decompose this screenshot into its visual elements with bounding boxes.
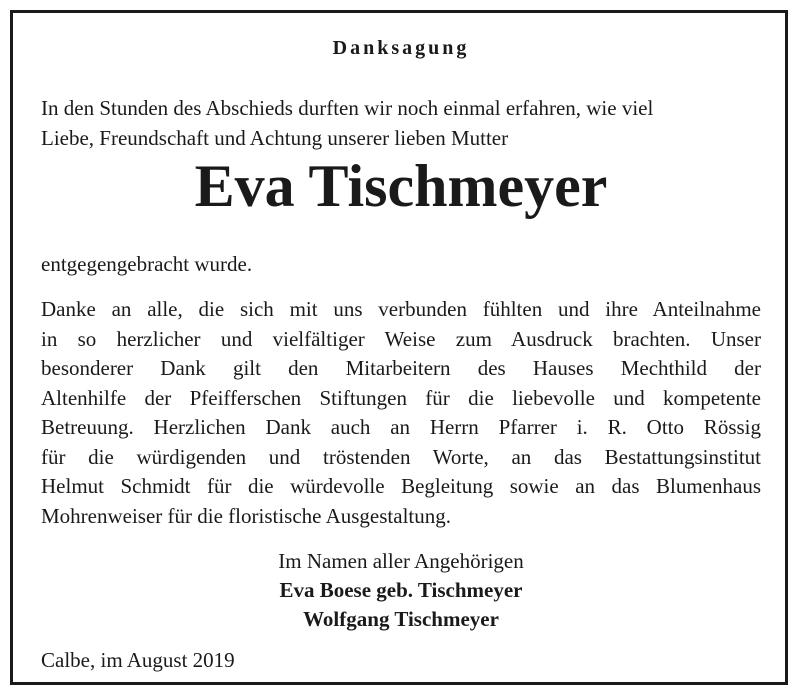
body-line: in so herzlicher und vielfältiger Weise zum Ausdruck brachten. Unser: [41, 326, 761, 351]
notice-frame: [10, 10, 788, 685]
body-line: Mohrenweiser für die floristische Ausgestaltung.: [41, 503, 451, 528]
intro-line: Liebe, Freundschaft und Achtung unserer lieben Mutter: [41, 126, 509, 150]
body-line: Altenhilfe der Pfeifferschen Stiftungen für die liebevolle und kompetente: [41, 385, 761, 410]
signer-name: Eva Boese geb. Tischmeyer: [279, 578, 523, 602]
signature-block: [41, 547, 761, 634]
after-name-text: entgegengebracht wurde.: [41, 252, 253, 276]
body-line: besonderer Dank gilt den Mitarbeitern des Hauses Mechthild der: [41, 356, 761, 380]
body-line: Danke an alle, die sich mit uns verbunden fühlten und ihre Anteilnahme: [41, 297, 761, 321]
thanks-paragraph: [41, 295, 761, 531]
signer-name: Wolfgang Tischmeyer: [303, 607, 499, 631]
intro-paragraph: [41, 93, 761, 153]
body-line: Betreuung. Herzlichen Dank auch an Herrn Pfarrer i. R. Otto Rössig: [41, 415, 761, 439]
notice-content: [41, 13, 761, 682]
place-date: Calbe, im August 2019: [41, 648, 235, 672]
body-line: Helmut Schmidt für die würdevolle Begleitung sowie an das Blumenhaus: [41, 474, 761, 498]
on-behalf-text: Im Namen aller Angehörigen: [278, 549, 524, 573]
deceased-name: Eva Tischmeyer: [194, 153, 608, 219]
intro-line: In den Stunden des Abschieds durften wir noch einmal erfahren, wie viel: [41, 96, 654, 120]
body-line: für die würdigenden und tröstenden Worte, an das Bestattungsinstitut: [41, 444, 761, 469]
notice-heading: Danksagung: [332, 37, 470, 59]
